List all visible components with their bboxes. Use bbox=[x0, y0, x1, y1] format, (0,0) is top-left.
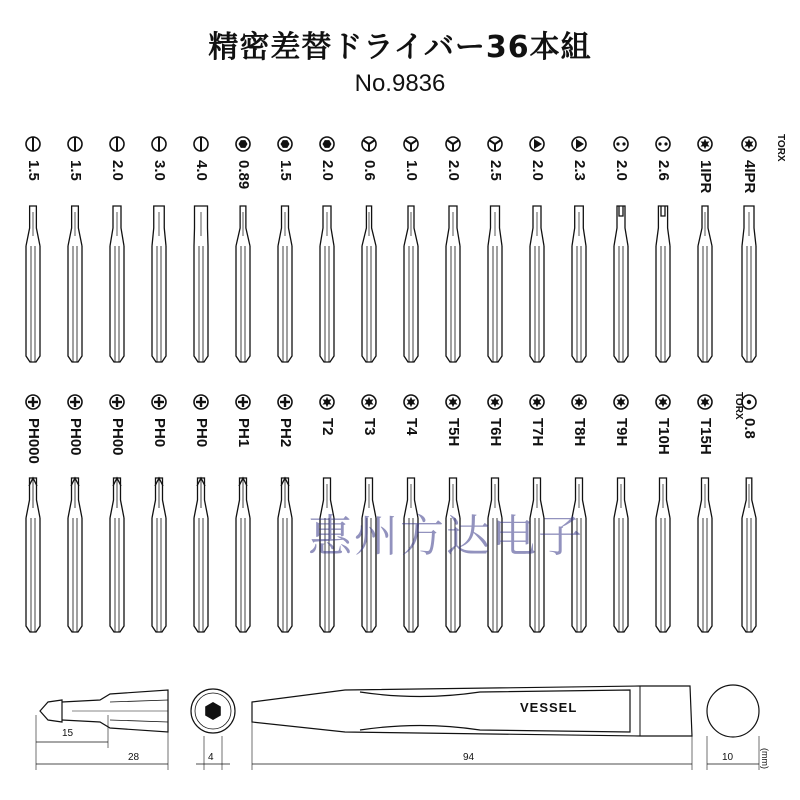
watermark: 惠州方达电子 bbox=[308, 511, 584, 562]
row1-bit-size-label: 2.0 bbox=[529, 160, 546, 181]
row2-bit-size-label: T15H bbox=[697, 418, 714, 455]
row1-bit-size-label: 4IPR bbox=[741, 160, 758, 194]
dim-handle-length: 94 bbox=[463, 752, 475, 763]
dim-bit-tip: 15 bbox=[62, 728, 74, 739]
row2-bit-size-label: PH00 bbox=[67, 418, 84, 456]
dimension-drawing bbox=[36, 685, 759, 770]
torx-mark-row1: TORX bbox=[775, 134, 786, 162]
row2-bit-size-label: T10H bbox=[655, 418, 672, 455]
row2-bit-size-label: PH0 bbox=[151, 418, 168, 448]
row1-bit-size-label: 0.89 bbox=[235, 160, 252, 190]
row2-bit-size-label: T3 bbox=[361, 418, 378, 436]
row1-bit-size-label: 1.5 bbox=[277, 160, 294, 181]
row2-bit-size-label: T2 bbox=[319, 418, 336, 436]
row1-bit-size-label: 2.5 bbox=[487, 160, 504, 181]
product-title: 精密差替ドライバー36本組 bbox=[208, 30, 592, 65]
row1-bit-size-label: 1IPR bbox=[697, 160, 714, 194]
row2-bit-size-label: T9H bbox=[613, 418, 630, 447]
row1-bit-size-label: 2.3 bbox=[571, 160, 588, 181]
row2-bit-size-label: PH000 bbox=[25, 418, 42, 464]
row1-bit-size-label: 1.0 bbox=[403, 160, 420, 181]
row2-bit-size-label: PH1 bbox=[235, 418, 252, 448]
row2-bit-size-label: T8H bbox=[571, 418, 588, 447]
row1-bit-size-label: 2.0 bbox=[109, 160, 126, 181]
dim-unit: (mm) bbox=[760, 748, 770, 769]
brand-label: VESSEL bbox=[520, 700, 578, 715]
torx-mark-row2: TORX bbox=[733, 392, 744, 420]
dim-hex: 4 bbox=[208, 752, 214, 763]
model-number: No.9836 bbox=[354, 70, 446, 97]
row2-bit-size-label: 0.8 bbox=[741, 418, 758, 439]
row2-bit-size-label: PH2 bbox=[277, 418, 294, 448]
row1-bit-size-label: 2.0 bbox=[319, 160, 336, 181]
dim-handle-dia: 10 bbox=[722, 752, 734, 763]
row2-bit-size-label: PH0 bbox=[193, 418, 210, 448]
row1-bit-size-label: 1.5 bbox=[25, 160, 42, 181]
row1-bit-size-label: 0.6 bbox=[361, 160, 378, 181]
row2-bit-size-label: PH00 bbox=[109, 418, 126, 456]
row1-bit-size-label: 2.6 bbox=[655, 160, 672, 181]
row1-bit-size-label: 2.0 bbox=[445, 160, 462, 181]
dim-bit-length: 28 bbox=[128, 752, 140, 763]
row1-bit-size-label: 4.0 bbox=[193, 160, 210, 181]
row2-bit-size-label: T6H bbox=[487, 418, 504, 447]
row2-bit-size-label: T5H bbox=[445, 418, 462, 447]
row1-bit-size-label: 3.0 bbox=[151, 160, 168, 181]
row1-bit-size-label: 1.5 bbox=[67, 160, 84, 181]
row2-bit-size-label: T4 bbox=[403, 418, 420, 436]
row2-bit-size-label: T7H bbox=[529, 418, 546, 447]
row1-bit-size-label: 2.0 bbox=[613, 160, 630, 181]
